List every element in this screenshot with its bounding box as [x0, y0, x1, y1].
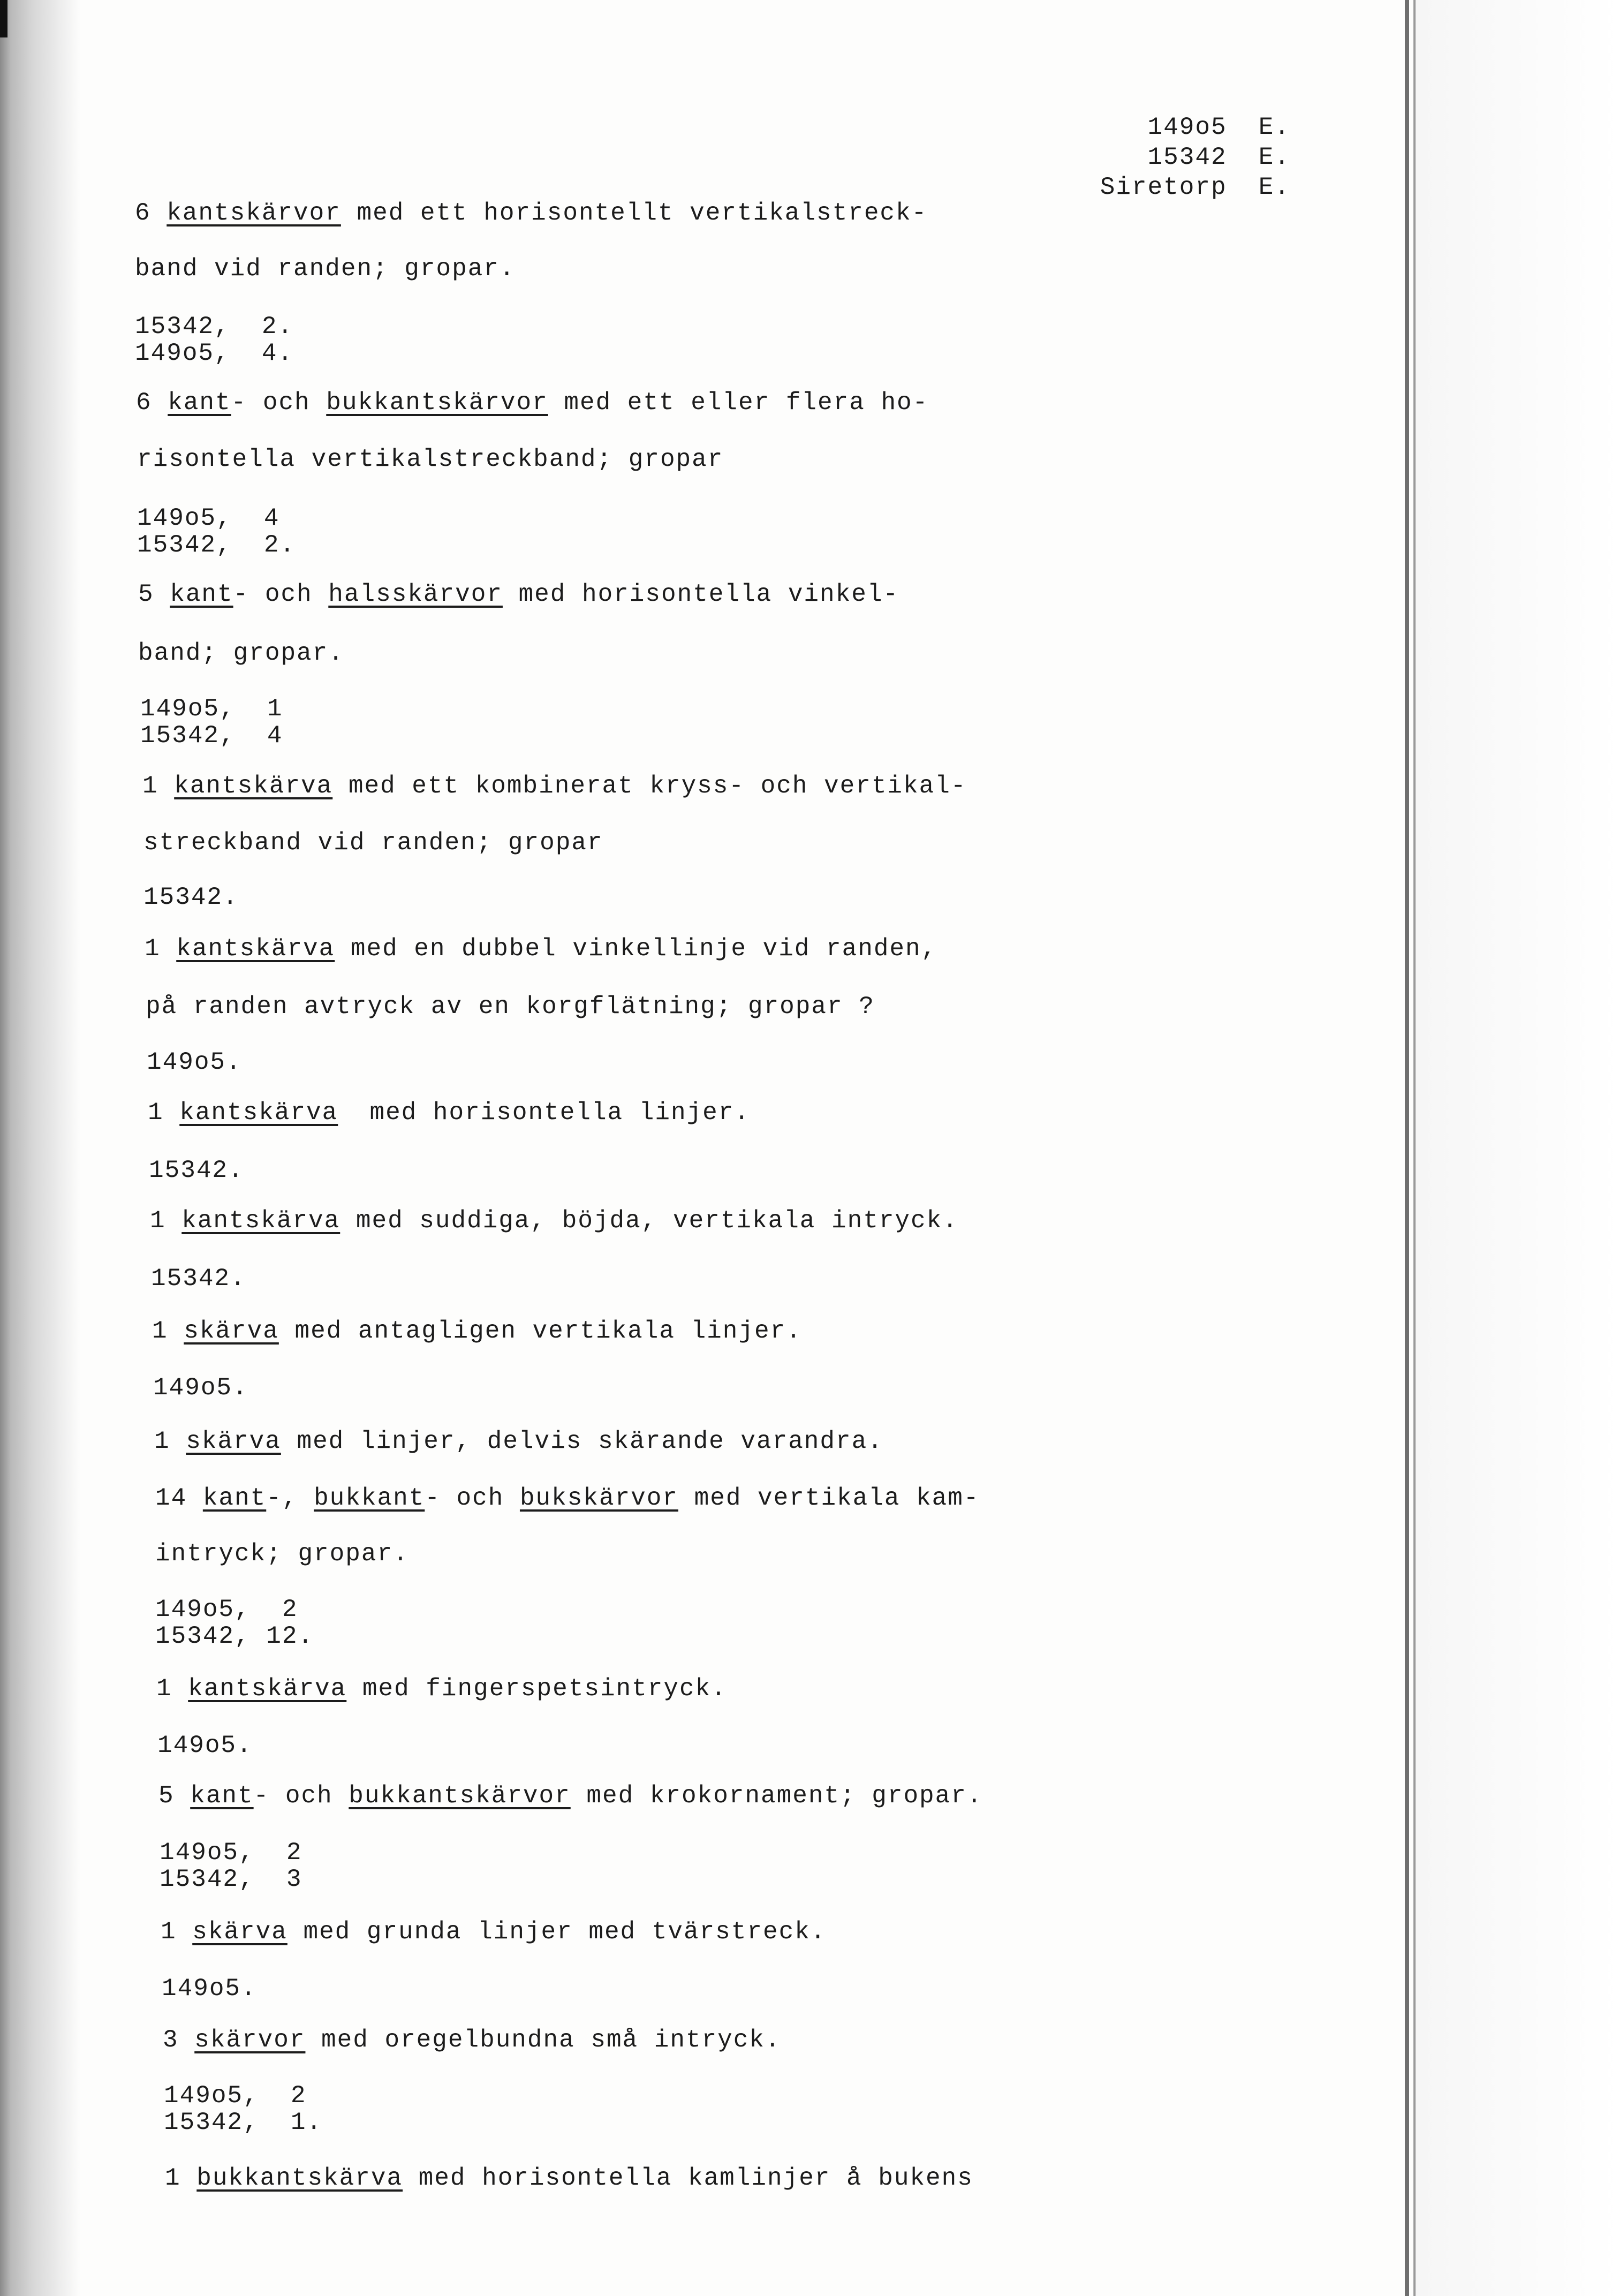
entry-reference: 15342, 12.: [155, 1622, 314, 1650]
entry-reference: 149o5.: [153, 1374, 248, 1402]
entry-term: kantskärva: [179, 1099, 338, 1127]
entry-reference: 149o5.: [157, 1732, 253, 1759]
scan-mark: [0, 0, 7, 37]
entry-term: halsskärvor: [328, 580, 503, 608]
entry-line: 1 kantskärva med en dubbel vinkellinje vid randen,: [145, 935, 937, 963]
entry-reference: 15342, 2.: [137, 531, 296, 559]
entry-term: bukskärvor: [519, 1484, 678, 1512]
entry-line: 3 skärvor med oregelbundna små intryck.: [163, 2026, 781, 2054]
entry-term: kant: [168, 389, 231, 417]
entry-term: kantskärva: [188, 1675, 347, 1703]
entry-reference: 15342, 1.: [164, 2109, 323, 2136]
entry-reference: 149o5, 2: [155, 1596, 298, 1623]
entry-reference: 149o5, 2: [160, 1839, 302, 1867]
entry-line: band vid randen; gropar.: [135, 255, 516, 283]
entry-term: bukkantskärvor: [349, 1782, 571, 1810]
entry-line: 5 kant- och halsskärvor med horisontella vinkel-: [138, 580, 899, 608]
entry-reference: 149o5.: [162, 1975, 257, 2003]
entry-line: 6 kantskärvor med ett horisontellt vertikalstreck-: [135, 199, 928, 227]
entry-term: kantskärva: [174, 772, 333, 800]
header-line: Siretorp E.: [1100, 173, 1290, 201]
page-edge-line: [1405, 0, 1409, 2296]
entry-line: 6 kant- och bukkantskärvor med ett eller flera ho-: [136, 389, 929, 417]
entry-term: skärva: [186, 1428, 281, 1455]
entry-line: streckband vid randen; gropar: [143, 829, 603, 857]
entry-term: bukkantskärva: [196, 2164, 403, 2192]
entry-term: kant: [202, 1484, 267, 1512]
entry-reference: 149o5.: [147, 1048, 242, 1076]
entry-term: kant: [190, 1782, 254, 1810]
entry-reference: 149o5, 1: [140, 695, 283, 723]
entry-reference: 15342, 4: [140, 722, 283, 750]
entry-term: skärvor: [194, 2026, 306, 2054]
page-edge-margin: [1416, 0, 1619, 2296]
header-line: 15342 E.: [1147, 144, 1290, 171]
entry-reference: 149o5, 4: [137, 504, 280, 532]
entry-line: 1 skärva med linjer, delvis skärande varandra.: [154, 1428, 883, 1455]
entry-reference: 15342, 3: [160, 1865, 302, 1893]
entry-reference: 15342.: [149, 1157, 244, 1184]
entry-line: 1 skärva med grunda linjer med tvärstreck.: [161, 1918, 827, 1946]
entry-line: på randen avtryck av en korgflätning; gropar ?: [146, 993, 875, 1021]
entry-term: bukkantskärvor: [326, 389, 548, 417]
entry-line: 14 kant-, bukkant- och bukskärvor med vertikala kam-: [155, 1484, 980, 1512]
entry-term: kant: [170, 580, 233, 608]
header-line: 149o5 E.: [1147, 114, 1290, 141]
entry-term: kantskärva: [181, 1207, 341, 1235]
entry-reference: 15342, 2.: [135, 313, 294, 341]
binding-shadow: [0, 0, 80, 2296]
entry-line: 1 kantskärva med fingerspetsintryck.: [156, 1675, 727, 1703]
catalog-header: [1087, 112, 1290, 202]
entry-line: intryck; gropar.: [155, 1540, 409, 1568]
entry-reference: 15342.: [151, 1265, 246, 1293]
entry-line: 5 kant- och bukkantskärvor med krokornament; gropar.: [158, 1782, 983, 1810]
entry-reference: 149o5, 2: [164, 2082, 307, 2110]
entry-line: 1 skärva med antagligen vertikala linjer.: [152, 1317, 802, 1345]
entry-line: 1 kantskärva med suddiga, böjda, vertikala intryck.: [150, 1207, 958, 1235]
entry-reference: 15342.: [143, 883, 239, 911]
entry-term: bukkant: [314, 1484, 425, 1512]
entry-line: 1 kantskärva med ett kombinerat kryss- och vertikal-: [142, 772, 967, 800]
entry-term: kantskärva: [176, 935, 335, 963]
entry-line: 1 kantskärva med horisontella linjer.: [148, 1099, 750, 1127]
entry-term: kantskärvor: [167, 199, 341, 227]
entry-reference: 149o5, 4.: [135, 339, 294, 367]
entry-line: band; gropar.: [138, 639, 344, 667]
entry-line: risontella vertikalstreckband; gropar: [137, 445, 724, 473]
entry-term: skärva: [184, 1317, 279, 1345]
entry-line: 1 bukkantskärva med horisontella kamlinjer å bukens: [165, 2164, 973, 2192]
entry-term: skärva: [192, 1918, 288, 1946]
